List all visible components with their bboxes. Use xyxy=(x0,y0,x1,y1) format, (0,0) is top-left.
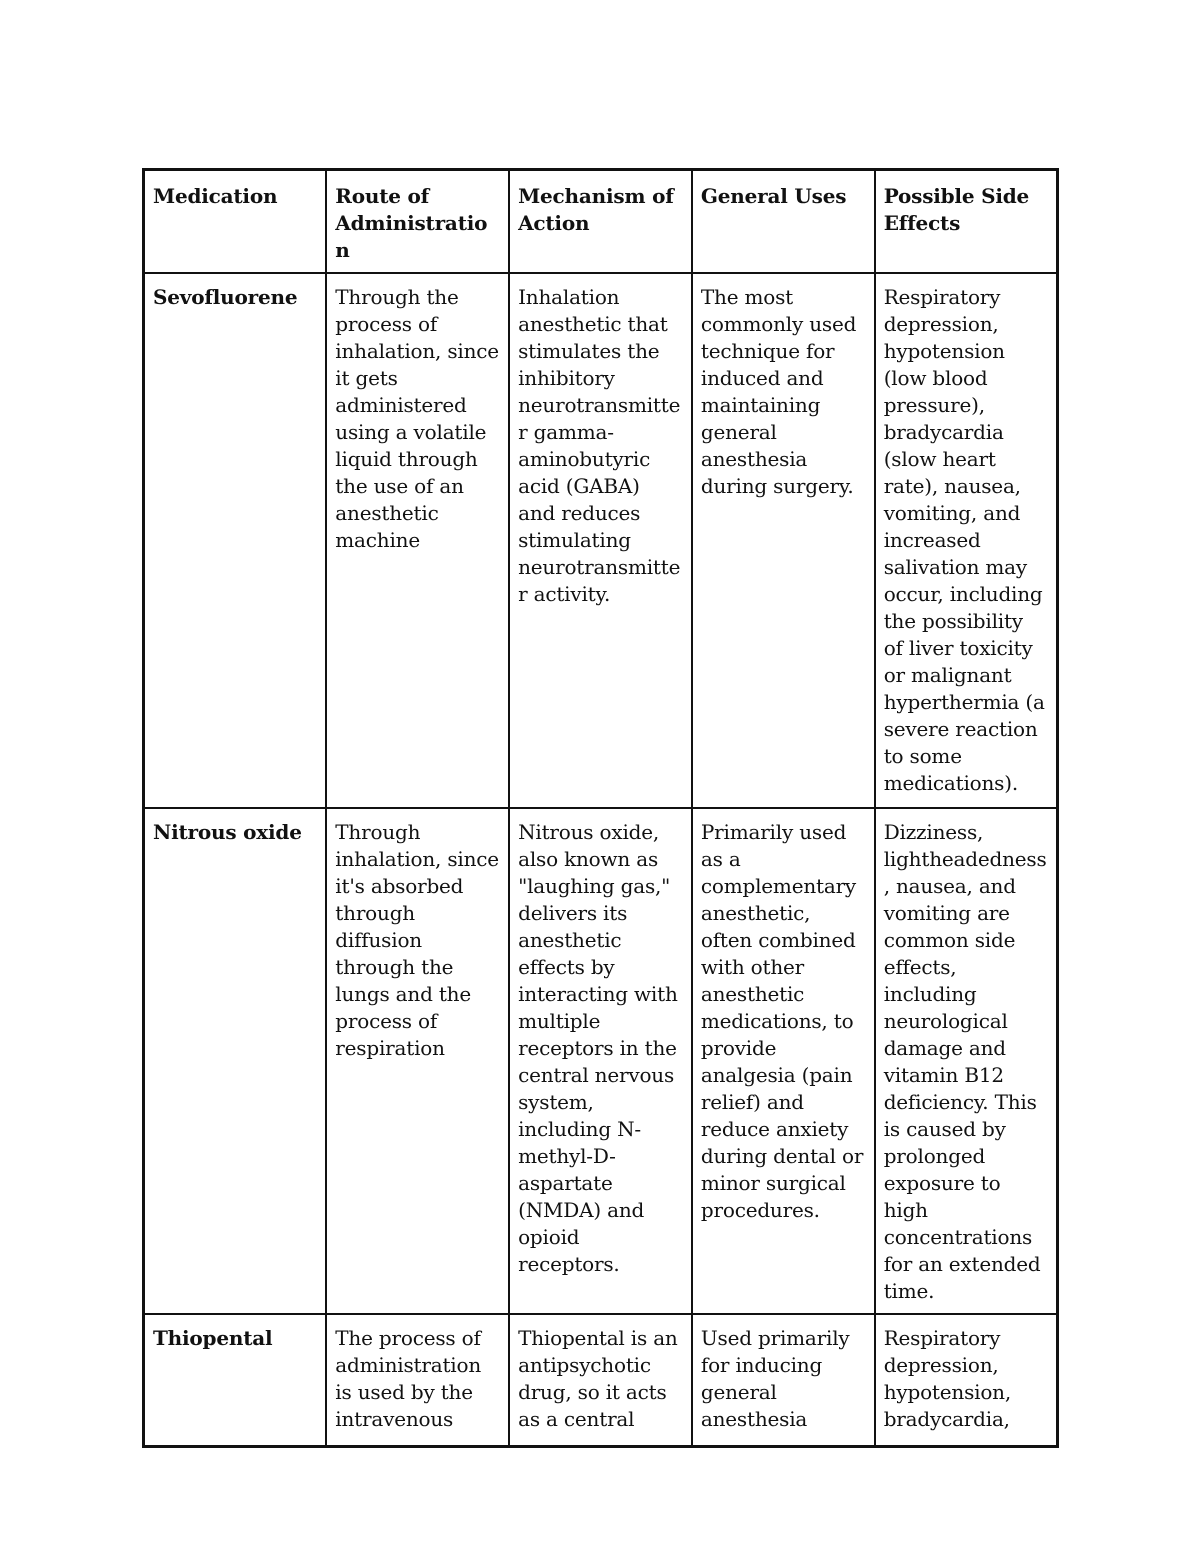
table-row xyxy=(144,1314,1058,1447)
route-cell: Through the process of inhalation, since it gets administered using a volatile liquid through the use of an anesthetic machine xyxy=(326,273,509,808)
medication-cell: Nitrous oxide xyxy=(144,808,327,1314)
medication-cell: Sevofluorene xyxy=(144,273,327,808)
table-row xyxy=(144,273,1058,808)
mechanism-cell: Nitrous oxide, also known as "laughing gas," delivers its anesthetic effects by interacting with multiple receptors in the central nervous system, including N-methyl-D-aspartate (NMDA) and opioid receptors. xyxy=(509,808,692,1314)
table-header-row xyxy=(144,170,1058,274)
table-row xyxy=(144,808,1058,1314)
uses-cell: The most commonly used technique for induced and maintaining general anesthesia during surgery. xyxy=(692,273,875,808)
mechanism-cell: Inhalation anesthetic that stimulates the inhibitory neurotransmitter gamma-aminobutyric acid (GABA) and reduces stimulating neurotransmitter activity. xyxy=(509,273,692,808)
header-medication: Medication xyxy=(144,170,327,274)
route-cell: Through inhalation, since it's absorbed through diffusion through the lungs and the process of respiration xyxy=(326,808,509,1314)
side-effects-cell: Respiratory depression, hypotension (low blood pressure), bradycardia (slow heart rate), nausea, vomiting, and increased salivation may occur, including the possibility of liver toxicity or malignant hyperthermia (a severe reaction to some medications). xyxy=(875,273,1058,808)
uses-cell: Primarily used as a complementary anesthetic, often combined with other anesthetic medications, to provide analgesia (pain relief) and reduce anxiety during dental or minor surgical procedures. xyxy=(692,808,875,1314)
side-effects-cell: Respiratory depression, hypotension, bradycardia, xyxy=(875,1314,1058,1447)
header-side-effects: Possible Side Effects xyxy=(875,170,1058,274)
side-effects-cell: Dizziness, lightheadedness, nausea, and vomiting are common side effects, including neurological damage and vitamin B12 deficiency. This is caused by prolonged exposure to high concentrations for an extended time. xyxy=(875,808,1058,1314)
uses-cell: Used primarily for inducing general anesthesia xyxy=(692,1314,875,1447)
route-cell: The process of administration is used by the intravenous xyxy=(326,1314,509,1447)
medication-table xyxy=(142,168,1059,1448)
medication-cell: Thiopental xyxy=(144,1314,327,1447)
mechanism-cell: Thiopental is an antipsychotic drug, so it acts as a central xyxy=(509,1314,692,1447)
header-general-uses: General Uses xyxy=(692,170,875,274)
header-route: Route of Administration xyxy=(326,170,509,274)
header-mechanism: Mechanism of Action xyxy=(509,170,692,274)
